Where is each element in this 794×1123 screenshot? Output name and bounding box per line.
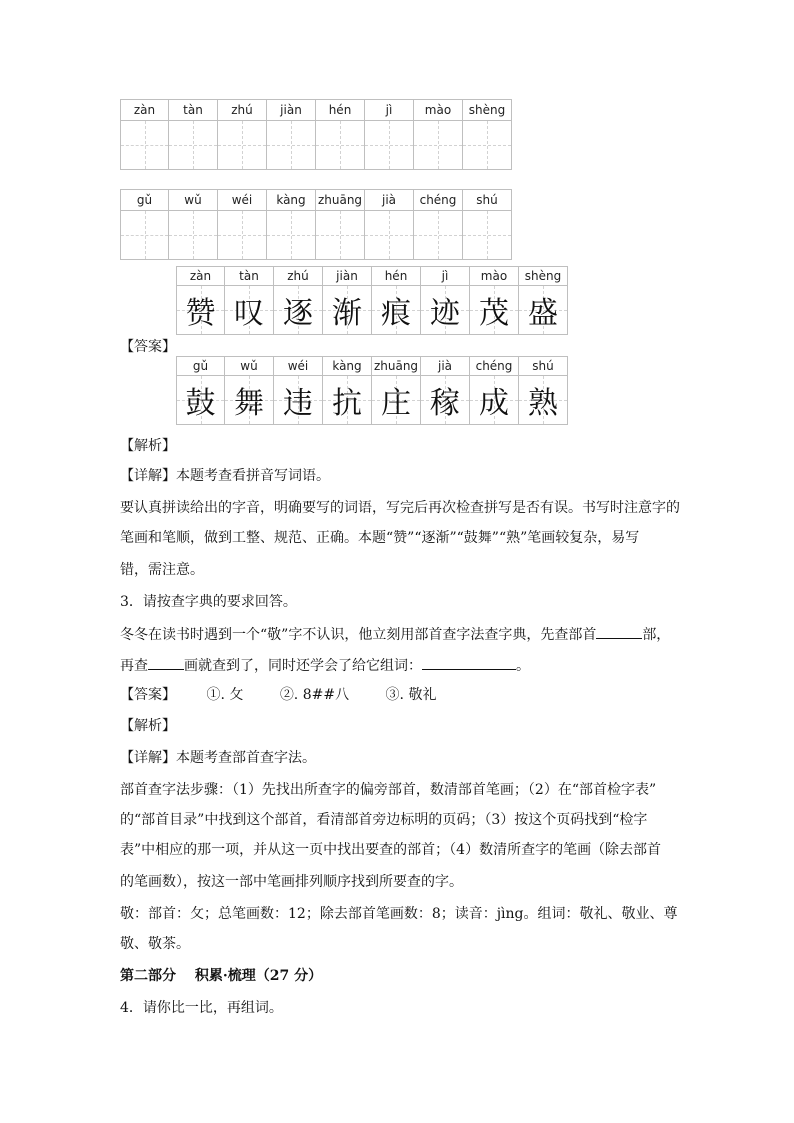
writing-box (323, 376, 371, 424)
grid-cell (274, 266, 323, 335)
pinyin-label: jì (365, 100, 413, 121)
pinyin-label: zàn (121, 100, 168, 121)
detail-label: 【详解】 (120, 750, 176, 766)
answer-label: 【答案】 (120, 339, 176, 355)
grid-cell (169, 99, 218, 170)
grid-cell (365, 99, 414, 170)
writing-box (414, 121, 462, 169)
grid-cell (120, 189, 169, 260)
writing-box (267, 121, 315, 169)
answer-blank[interactable] (596, 624, 642, 639)
writing-box (421, 286, 469, 334)
grid-cell (176, 266, 225, 335)
answer-char: 违 (283, 386, 313, 421)
writing-box (218, 121, 266, 169)
q2-detail (120, 466, 680, 486)
q3-answer-row (120, 685, 436, 705)
section-heading: 第二部分 积累·梳理（27 分） (120, 968, 323, 984)
writing-box (365, 121, 413, 169)
writing-box (463, 121, 511, 169)
grid-cell (470, 356, 519, 425)
writing-box (316, 211, 364, 259)
pinyin-grid-2 (120, 189, 512, 260)
writing-box (121, 211, 168, 259)
grid-cell (519, 356, 568, 425)
answer-grid-2 (176, 356, 568, 425)
q3-answer-3: ③. 敬礼 (385, 687, 437, 703)
grid-cell (225, 356, 274, 425)
grid-cell (372, 356, 421, 425)
pinyin-label: hén (372, 267, 420, 286)
grid-cell (470, 266, 519, 335)
grid-cell (225, 266, 274, 335)
pinyin-label: shú (519, 357, 567, 376)
answer-char: 茂 (479, 296, 509, 331)
answer-char: 赞 (185, 296, 216, 331)
q3-answer-2: ②. 8##八 (279, 687, 350, 703)
pinyin-grid-1 (120, 99, 512, 170)
pinyin-label: jiàn (267, 100, 315, 121)
analysis-label: 【解析】 (120, 718, 176, 734)
answer-char: 盛 (528, 296, 558, 331)
writing-box (169, 211, 217, 259)
grid-cell (519, 266, 568, 335)
detail-label: 【详解】 (120, 468, 176, 484)
writing-box (274, 376, 322, 424)
grid-cell (372, 266, 421, 335)
writing-box (372, 376, 420, 424)
pinyin-label: mào (470, 267, 518, 286)
grid-cell (218, 189, 267, 260)
pinyin-label: chéng (414, 190, 462, 211)
writing-box (218, 211, 266, 259)
answer-char: 痕 (381, 296, 411, 331)
writing-box (470, 376, 518, 424)
answer-grid-1 (176, 266, 568, 335)
pinyin-label: jià (421, 357, 469, 376)
q3-answer-1: ①. 攵 (206, 687, 244, 703)
pinyin-label: gǔ (177, 357, 224, 376)
q3-para-line-6: 敬、敬茶。 (120, 936, 190, 952)
q3-text: 再查 (120, 658, 148, 674)
writing-box (372, 286, 420, 334)
grid-cell (267, 99, 316, 170)
pinyin-label: jiàn (323, 267, 371, 286)
pinyin-label: wǔ (169, 190, 217, 211)
q3-para-line-1: 部首查字法步骤：（1）先找出所查字的偏旁部首，数清部首笔画；（2）在“部首检字表” (120, 782, 657, 798)
pinyin-label: tàn (169, 100, 217, 121)
grid-cell (421, 356, 470, 425)
answer-char: 叹 (234, 296, 264, 331)
answer-char: 逐 (283, 296, 313, 331)
q3-line-2 (120, 655, 680, 676)
q3-title: 3．请按查字典的要求回答。 (120, 594, 297, 610)
answer-char: 熟 (528, 386, 558, 421)
pinyin-label: hén (316, 100, 364, 121)
pinyin-label: wéi (274, 357, 322, 376)
answer-char: 庄 (381, 386, 411, 421)
writing-box (463, 211, 511, 259)
q3-text: 画就查到了，同时还学会了给它组词： (184, 658, 422, 674)
writing-box (316, 121, 364, 169)
pinyin-label: jià (365, 190, 413, 211)
grid-cell (323, 356, 372, 425)
pinyin-label: gǔ (121, 190, 168, 211)
pinyin-label: kàng (323, 357, 371, 376)
grid-cell (274, 356, 323, 425)
q4-title: 4．请你比一比，再组词。 (120, 1000, 283, 1016)
writing-box (365, 211, 413, 259)
detail-text: 本题考查部首查字法。 (176, 750, 316, 766)
writing-box (274, 286, 322, 334)
grid-cell (323, 266, 372, 335)
pinyin-label: jì (421, 267, 469, 286)
answer-char: 抗 (332, 386, 362, 421)
answer-label: 【答案】 (120, 687, 176, 703)
writing-box (225, 286, 273, 334)
pinyin-label: shèng (463, 100, 511, 121)
grid-cell (365, 189, 414, 260)
grid-cell (463, 99, 512, 170)
writing-box (421, 376, 469, 424)
q3-text: 部， (642, 627, 671, 643)
writing-box (414, 211, 462, 259)
pinyin-label: wǔ (225, 357, 273, 376)
pinyin-label: wéi (218, 190, 266, 211)
answer-char: 成 (479, 386, 509, 421)
q3-text: 冬冬在读书时遇到一个“敬”字不认识，他立刻用部首查字法查字典，先查部首 (120, 627, 597, 643)
pinyin-label: shú (463, 190, 511, 211)
pinyin-label: shèng (519, 267, 567, 286)
q2-para-line-2: 笔画和笔顺，做到工整、规范、正确。本题“赞”“逐渐”“鼓舞”“熟”笔画较复杂，易写 (120, 530, 640, 546)
writing-box (470, 286, 518, 334)
pinyin-label: zhú (274, 267, 322, 286)
grid-cell (316, 189, 365, 260)
writing-box (177, 376, 224, 424)
answer-char: 稼 (430, 386, 460, 421)
writing-box (519, 376, 567, 424)
pinyin-label: chéng (470, 357, 518, 376)
q2-para-line-3: 错，需注意。 (120, 562, 204, 578)
grid-cell (463, 189, 512, 260)
grid-cell (421, 266, 470, 335)
pinyin-label: zhuāng (316, 190, 364, 211)
pinyin-label: kàng (267, 190, 315, 211)
q3-detail (120, 748, 680, 768)
grid-cell (414, 189, 463, 260)
writing-box (519, 286, 567, 334)
grid-cell (218, 99, 267, 170)
grid-cell (414, 99, 463, 170)
writing-box (169, 121, 217, 169)
q3-para-line-3: 表”中相应的那一项，并从这一页中找出要查的部首；（4）数清所查字的笔画（除去部首 (120, 842, 662, 858)
grid-cell (176, 356, 225, 425)
q3-para-line-4: 的笔画数），按这一部中笔画排列顺序找到所要查的字。 (120, 874, 463, 890)
q3-para-line-2: 的“部首目录”中找到这个部首，看清部首旁边标明的页码；（3）按这个页码找到“检字 (120, 812, 648, 828)
writing-box (267, 211, 315, 259)
grid-cell (316, 99, 365, 170)
answer-blank[interactable] (422, 655, 516, 670)
answer-char: 鼓 (185, 386, 216, 421)
pinyin-label: zhuāng (372, 357, 420, 376)
answer-char: 舞 (234, 386, 264, 421)
writing-box (177, 286, 224, 334)
answer-blank[interactable] (148, 655, 184, 670)
pinyin-label: zàn (177, 267, 224, 286)
writing-box (323, 286, 371, 334)
answer-char: 迹 (430, 296, 460, 331)
grid-cell (120, 99, 169, 170)
q3-line-1 (120, 624, 680, 645)
grid-cell (169, 189, 218, 260)
grid-cell (267, 189, 316, 260)
pinyin-label: zhú (218, 100, 266, 121)
q3-para-line-5: 敬：部首：攵；总笔画数：12；除去部首笔画数：8；读音：jìng。组词：敬礼、敬业、尊 (120, 906, 678, 922)
detail-text: 本题考查看拼音写词语。 (176, 468, 330, 484)
answer-char: 渐 (332, 296, 362, 331)
writing-box (121, 121, 168, 169)
q3-text: 。 (516, 658, 530, 674)
pinyin-label: mào (414, 100, 462, 121)
analysis-label: 【解析】 (120, 438, 176, 454)
q2-para-line-1: 要认真拼读给出的字音，明确要写的词语，写完后再次检查拼写是否有误。书写时注意字的 (120, 500, 680, 516)
pinyin-label: tàn (225, 267, 273, 286)
writing-box (225, 376, 273, 424)
